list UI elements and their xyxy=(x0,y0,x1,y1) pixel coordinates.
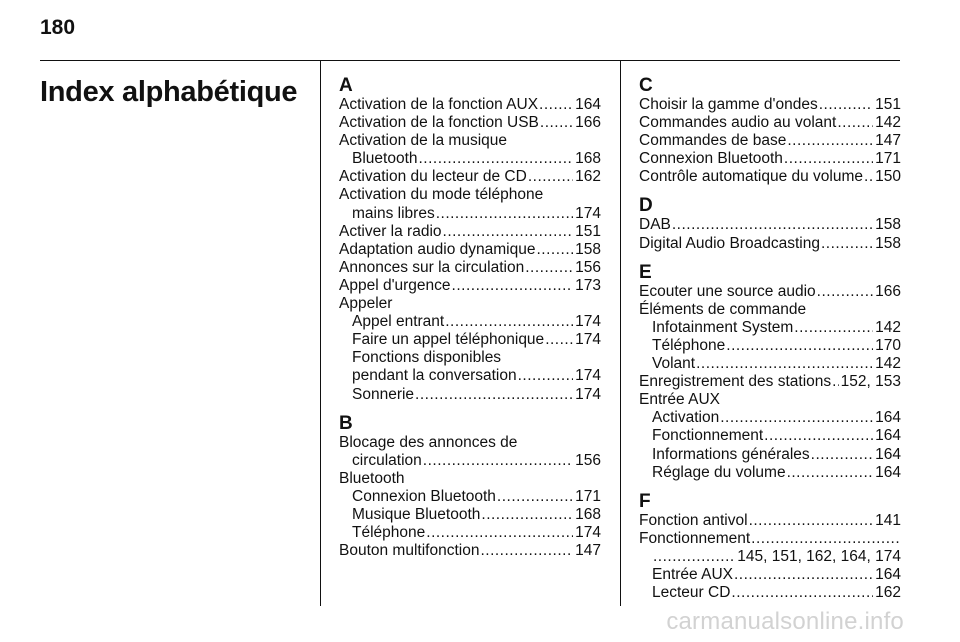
entry-page-numbers[interactable]: 151 xyxy=(575,222,601,240)
dot-leader xyxy=(832,373,839,391)
entry-page-numbers[interactable]: 147 xyxy=(575,542,601,560)
index-entry[interactable] xyxy=(639,427,901,445)
dot-leader xyxy=(426,524,573,542)
dot-leader xyxy=(734,566,873,584)
index-entry[interactable] xyxy=(339,277,601,295)
entry-page-numbers[interactable]: 174 xyxy=(575,367,601,385)
entry-page-numbers[interactable]: 164 xyxy=(875,427,901,445)
index-entry[interactable] xyxy=(339,114,601,132)
entry-label: Commandes de base xyxy=(639,132,787,150)
dot-leader xyxy=(811,446,873,464)
dot-leader xyxy=(481,506,573,524)
section-letter: C xyxy=(639,75,653,96)
entry-page-numbers[interactable]: 164 xyxy=(875,463,901,481)
index-entry[interactable] xyxy=(339,96,601,114)
entry-page-numbers[interactable]: 170 xyxy=(875,336,901,354)
column-rule-1 xyxy=(320,60,321,606)
dot-leader xyxy=(653,548,735,566)
index-section-d xyxy=(639,196,901,252)
entry-page-numbers[interactable]: 162 xyxy=(575,168,601,186)
entry-page-numbers[interactable]: 151 xyxy=(875,96,901,113)
entry-label: Commandes audio au volant xyxy=(639,114,837,132)
entry-page-numbers[interactable]: 166 xyxy=(875,282,901,300)
section-letter: B xyxy=(339,412,353,434)
dot-leader xyxy=(764,427,873,445)
index-entry[interactable] xyxy=(339,241,601,259)
dot-leader xyxy=(539,96,573,114)
index-entry[interactable] xyxy=(339,367,601,385)
dot-leader xyxy=(784,150,873,168)
dot-leader xyxy=(528,168,573,186)
dot-leader xyxy=(864,168,873,186)
entry-label: Activation xyxy=(652,409,720,427)
dot-leader xyxy=(497,488,573,506)
watermark: carmanualsonline.info xyxy=(666,608,904,635)
index-section-b xyxy=(339,414,601,561)
dot-leader xyxy=(787,132,873,150)
entry-label: Lecteur CD xyxy=(652,584,731,602)
entry-label: Fonctionnement xyxy=(639,529,751,547)
entry-page-numbers[interactable]: 156 xyxy=(575,258,601,276)
entry-page-numbers[interactable]: 152, 153 xyxy=(840,373,901,391)
entry-label: Connexion Bluetooth xyxy=(352,487,496,505)
entry-page-numbers[interactable]: 168 xyxy=(575,505,601,523)
index-entry[interactable] xyxy=(339,488,601,506)
index-heading: Fonctions disponibles xyxy=(352,349,502,367)
index-entry[interactable] xyxy=(639,168,901,186)
index-section-a xyxy=(339,76,601,404)
entry-label: Ecouter une source audio xyxy=(639,282,816,300)
entry-label: Digital Audio Broadcasting xyxy=(639,234,820,252)
entry-page-numbers[interactable]: 142 xyxy=(875,355,901,373)
entry-label: Volant xyxy=(652,355,696,373)
entry-page-numbers[interactable]: 158 xyxy=(575,240,601,258)
index-entry[interactable] xyxy=(639,319,901,337)
entry-label: Activation de la fonction USB xyxy=(339,114,539,132)
entry-label: Infotainment System xyxy=(652,318,794,336)
entry-page-numbers[interactable]: 171 xyxy=(575,487,601,505)
entry-label: Activation de la fonction AUX xyxy=(339,96,539,113)
index-entry[interactable] xyxy=(339,542,601,560)
index-entry[interactable] xyxy=(639,548,901,566)
index-entry[interactable] xyxy=(339,150,601,168)
index-column-2 xyxy=(639,76,901,602)
dot-leader xyxy=(817,283,873,301)
entry-label: Sonnerie xyxy=(352,385,415,403)
entry-page-numbers[interactable]: 164 xyxy=(875,409,901,427)
entry-page-numbers[interactable]: 158 xyxy=(875,216,901,234)
dot-leader xyxy=(545,331,573,349)
entry-label: Entrée AUX xyxy=(652,565,733,583)
entry-label: pendant la conversation xyxy=(352,367,517,385)
index-entry[interactable] xyxy=(339,168,601,186)
index-column-1 xyxy=(339,76,601,560)
dot-leader xyxy=(525,259,573,277)
index-entry[interactable] xyxy=(339,386,601,404)
dot-leader xyxy=(696,355,873,373)
entry-label: Téléphone xyxy=(652,336,726,354)
index-heading: Blocage des annonces de xyxy=(339,433,518,451)
index-entry[interactable] xyxy=(339,506,601,524)
index-entry[interactable] xyxy=(339,313,601,331)
entry-label: Appel d'urgence xyxy=(339,276,451,294)
entry-label: Enregistrement des stations xyxy=(639,373,832,391)
entry-label: DAB xyxy=(639,216,671,234)
dot-leader xyxy=(445,313,573,331)
dot-leader xyxy=(536,241,573,259)
index-entry[interactable] xyxy=(639,409,901,427)
index-entry[interactable] xyxy=(639,114,901,132)
entry-page-numbers[interactable]: 174 xyxy=(575,204,601,222)
dot-leader xyxy=(540,114,573,132)
dot-leader xyxy=(821,235,873,253)
entry-label: Réglage du volume xyxy=(652,463,786,481)
dot-leader xyxy=(749,512,874,530)
dot-leader xyxy=(436,205,573,223)
dot-leader xyxy=(415,386,573,404)
index-heading: Bluetooth xyxy=(339,469,405,487)
entry-label: Faire un appel téléphonique xyxy=(352,331,545,349)
entry-label: Bouton multifonction xyxy=(339,542,480,560)
entry-page-numbers[interactable]: 174 xyxy=(575,524,601,542)
entry-label: Adaptation audio dynamique xyxy=(339,240,536,258)
index-entry[interactable] xyxy=(639,337,901,355)
dot-leader xyxy=(720,409,873,427)
dot-leader xyxy=(452,277,574,295)
index-entry[interactable] xyxy=(339,452,601,470)
entry-label: Contrôle automatique du volume xyxy=(639,168,864,186)
index-heading: Appeler xyxy=(339,295,393,313)
dot-leader xyxy=(518,367,574,385)
index-entry[interactable] xyxy=(639,96,901,114)
entry-label: Activer la radio xyxy=(339,222,442,240)
dot-leader xyxy=(672,216,873,234)
index-entry[interactable] xyxy=(339,524,601,542)
entry-page-numbers[interactable]: 156 xyxy=(575,451,601,469)
dot-leader xyxy=(480,542,573,560)
entry-label: circulation xyxy=(352,451,422,469)
index-title: Index alphabétique xyxy=(40,76,298,108)
entry-page-numbers[interactable]: 166 xyxy=(575,114,601,132)
dot-leader xyxy=(819,96,873,114)
entry-page-numbers[interactable]: 164 xyxy=(575,96,601,113)
dot-leader xyxy=(726,337,873,355)
entry-page-numbers[interactable]: 174 xyxy=(575,331,601,349)
entry-page-numbers[interactable]: 158 xyxy=(875,234,901,252)
index-heading: Activation du mode téléphone xyxy=(339,186,544,204)
index-entry[interactable] xyxy=(339,205,601,223)
index-section-f xyxy=(639,492,901,602)
dot-leader xyxy=(731,584,873,602)
index-entry[interactable] xyxy=(639,373,901,391)
index-section-c xyxy=(639,76,901,186)
dot-leader xyxy=(443,223,574,241)
dot-leader xyxy=(423,452,573,470)
entry-label: Fonctionnement xyxy=(652,427,764,445)
dot-leader xyxy=(794,319,873,337)
index-section-e xyxy=(639,263,901,482)
index-entry[interactable] xyxy=(339,259,601,277)
entry-page-numbers[interactable]: 168 xyxy=(575,150,601,168)
entry-page-numbers[interactable]: 162 xyxy=(875,584,901,602)
index-entry[interactable] xyxy=(639,235,901,253)
index-entry[interactable] xyxy=(639,530,901,548)
index-entry[interactable] xyxy=(639,355,901,373)
dot-leader xyxy=(787,464,874,482)
entry-label: Fonction antivol xyxy=(639,511,748,529)
index-entry[interactable] xyxy=(639,512,901,530)
index-entry[interactable] xyxy=(639,464,901,482)
index-entry[interactable] xyxy=(639,132,901,150)
index-entry[interactable] xyxy=(639,566,901,584)
entry-label: Connexion Bluetooth xyxy=(639,150,783,168)
entry-page-numbers[interactable]: 147 xyxy=(875,132,901,150)
entry-page-numbers[interactable]: 145, 151, 162, 164, 174 xyxy=(737,547,901,565)
entry-page-numbers[interactable]: 142 xyxy=(875,114,901,132)
index-entry[interactable] xyxy=(639,283,901,301)
section-letter: E xyxy=(639,261,652,283)
entry-label: Téléphone xyxy=(352,524,426,542)
entry-label: mains libres xyxy=(352,204,435,222)
section-letter: D xyxy=(639,195,653,217)
index-entry[interactable] xyxy=(639,150,901,168)
index-entry[interactable] xyxy=(339,331,601,349)
entry-page-numbers[interactable]: 164 xyxy=(875,565,901,583)
dot-leader xyxy=(419,150,574,168)
entry-label: Annonces sur la circulation xyxy=(339,258,525,276)
index-heading: Entrée AUX xyxy=(639,391,720,409)
entry-page-numbers[interactable]: 174 xyxy=(575,385,601,403)
index-entry[interactable] xyxy=(639,584,901,602)
page-number: 180 xyxy=(40,16,76,39)
entry-page-numbers[interactable]: 173 xyxy=(575,276,601,294)
entry-page-numbers[interactable]: 174 xyxy=(575,313,601,331)
index-entry[interactable] xyxy=(639,216,901,234)
entry-label: Activation du lecteur de CD xyxy=(339,168,527,186)
entry-page-numbers[interactable]: 142 xyxy=(875,318,901,336)
column-rule-2 xyxy=(620,60,621,606)
entry-label: Choisir la gamme d'ondes xyxy=(639,96,818,113)
index-entry[interactable] xyxy=(639,446,901,464)
header-rule xyxy=(40,60,900,61)
entry-page-numbers[interactable]: 150 xyxy=(875,168,901,186)
entry-label: Appel entrant xyxy=(352,313,445,331)
index-entry[interactable] xyxy=(339,223,601,241)
entry-label: Musique Bluetooth xyxy=(352,505,481,523)
section-letter: F xyxy=(639,490,651,512)
entry-label: Bluetooth xyxy=(352,150,418,168)
section-letter: A xyxy=(339,75,353,96)
index-heading: Activation de la musique xyxy=(339,132,508,150)
entry-page-numbers[interactable]: 164 xyxy=(875,445,901,463)
entry-page-numbers[interactable]: 171 xyxy=(875,150,901,168)
dot-leader xyxy=(751,530,899,548)
dot-leader xyxy=(837,114,873,132)
entry-page-numbers[interactable]: 141 xyxy=(875,511,901,529)
index-heading: Éléments de commande xyxy=(639,300,807,318)
entry-label: Informations générales xyxy=(652,445,810,463)
